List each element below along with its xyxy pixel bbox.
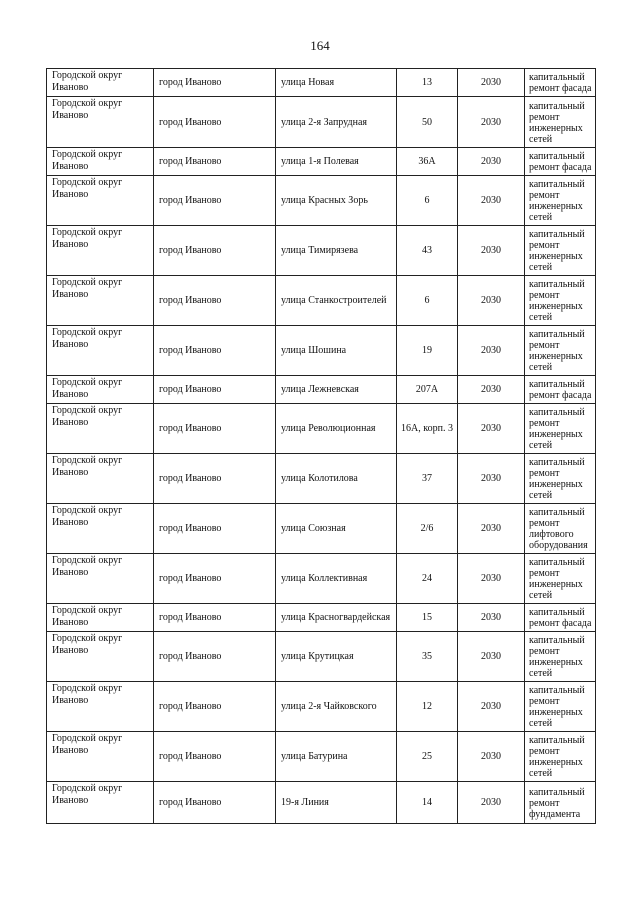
street-cell: улица 2-я Запрудная — [276, 97, 397, 148]
table-row — [47, 404, 596, 454]
house-cell: 6 — [397, 176, 458, 226]
page-number: 164 — [310, 38, 330, 53]
street-cell: улица Крутицкая — [276, 632, 397, 682]
street-cell: улица Революционная — [276, 404, 397, 454]
okrug-cell: Городской округ Иваново — [47, 276, 154, 326]
street-cell: улица Коллективная — [276, 554, 397, 604]
table-row — [47, 604, 596, 632]
city-cell: город Иваново — [154, 554, 276, 604]
year-cell: 2030 — [458, 554, 525, 604]
work-cell: капитальный ремонт инженерных сетей — [525, 554, 596, 604]
okrug-cell: Городской округ Иваново — [47, 69, 154, 97]
street-cell: 19-я Линия — [276, 782, 397, 824]
city-cell: город Иваново — [154, 632, 276, 682]
table-row — [47, 97, 596, 148]
year-cell: 2030 — [458, 148, 525, 176]
table-row — [47, 376, 596, 404]
house-cell: 6 — [397, 276, 458, 326]
work-cell: капитальный ремонт фасада — [525, 604, 596, 632]
city-cell: город Иваново — [154, 97, 276, 148]
table-row — [47, 148, 596, 176]
house-cell: 207А — [397, 376, 458, 404]
street-cell: улица Станкостроителей — [276, 276, 397, 326]
work-cell: капитальный ремонт инженерных сетей — [525, 326, 596, 376]
year-cell: 2030 — [458, 376, 525, 404]
year-cell: 2030 — [458, 97, 525, 148]
work-cell: капитальный ремонт фасада — [525, 376, 596, 404]
house-cell: 25 — [397, 732, 458, 782]
house-cell: 16А, корп. 3 — [397, 404, 458, 454]
year-cell: 2030 — [458, 504, 525, 554]
year-cell: 2030 — [458, 732, 525, 782]
table-row — [47, 454, 596, 504]
okrug-cell: Городской округ Иваново — [47, 226, 154, 276]
registry-table — [46, 68, 596, 824]
street-cell: улица 2-я Чайковского — [276, 682, 397, 732]
house-cell: 13 — [397, 69, 458, 97]
city-cell: город Иваново — [154, 782, 276, 824]
city-cell: город Иваново — [154, 226, 276, 276]
work-cell: капитальный ремонт фасада — [525, 148, 596, 176]
year-cell: 2030 — [458, 69, 525, 97]
table-row — [47, 69, 596, 97]
table-row — [47, 504, 596, 554]
house-cell: 19 — [397, 326, 458, 376]
city-cell: город Иваново — [154, 69, 276, 97]
house-cell: 2/6 — [397, 504, 458, 554]
city-cell: город Иваново — [154, 682, 276, 732]
year-cell: 2030 — [458, 276, 525, 326]
okrug-cell: Городской округ Иваново — [47, 782, 154, 824]
table-row — [47, 632, 596, 682]
table-row — [47, 226, 596, 276]
year-cell: 2030 — [458, 176, 525, 226]
city-cell: город Иваново — [154, 454, 276, 504]
year-cell: 2030 — [458, 454, 525, 504]
table-row — [47, 732, 596, 782]
street-cell: улица Лежневская — [276, 376, 397, 404]
work-cell: капитальный ремонт инженерных сетей — [525, 454, 596, 504]
okrug-cell: Городской округ Иваново — [47, 682, 154, 732]
table-row — [47, 554, 596, 604]
work-cell: капитальный ремонт инженерных сетей — [525, 404, 596, 454]
year-cell: 2030 — [458, 604, 525, 632]
work-cell: капитальный ремонт инженерных сетей — [525, 632, 596, 682]
table-row — [47, 326, 596, 376]
okrug-cell: Городской округ Иваново — [47, 732, 154, 782]
work-cell: капитальный ремонт инженерных сетей — [525, 682, 596, 732]
city-cell: город Иваново — [154, 504, 276, 554]
city-cell: город Иваново — [154, 604, 276, 632]
street-cell: улица Красногвардейская — [276, 604, 397, 632]
street-cell: улица Новая — [276, 69, 397, 97]
city-cell: город Иваново — [154, 376, 276, 404]
house-cell: 43 — [397, 226, 458, 276]
city-cell: город Иваново — [154, 326, 276, 376]
year-cell: 2030 — [458, 404, 525, 454]
okrug-cell: Городской округ Иваново — [47, 376, 154, 404]
work-cell: капитальный ремонт инженерных сетей — [525, 732, 596, 782]
city-cell: город Иваново — [154, 148, 276, 176]
house-cell: 36А — [397, 148, 458, 176]
house-cell: 15 — [397, 604, 458, 632]
work-cell: капитальный ремонт фундамента — [525, 782, 596, 824]
okrug-cell: Городской округ Иваново — [47, 554, 154, 604]
work-cell: капитальный ремонт лифтового оборудования — [525, 504, 596, 554]
table-row — [47, 276, 596, 326]
street-cell: улица Шошина — [276, 326, 397, 376]
table-row — [47, 682, 596, 732]
okrug-cell: Городской округ Иваново — [47, 148, 154, 176]
city-cell: город Иваново — [154, 276, 276, 326]
table-row — [47, 176, 596, 226]
street-cell: улица Тимирязева — [276, 226, 397, 276]
work-cell: капитальный ремонт фасада — [525, 69, 596, 97]
okrug-cell: Городской округ Иваново — [47, 404, 154, 454]
city-cell: город Иваново — [154, 176, 276, 226]
house-cell: 37 — [397, 454, 458, 504]
work-cell: капитальный ремонт инженерных сетей — [525, 176, 596, 226]
year-cell: 2030 — [458, 326, 525, 376]
okrug-cell: Городской округ Иваново — [47, 454, 154, 504]
okrug-cell: Городской округ Иваново — [47, 176, 154, 226]
okrug-cell: Городской округ Иваново — [47, 632, 154, 682]
work-cell: капитальный ремонт инженерных сетей — [525, 226, 596, 276]
table-row — [47, 782, 596, 824]
okrug-cell: Городской округ Иваново — [47, 604, 154, 632]
house-cell: 50 — [397, 97, 458, 148]
city-cell: город Иваново — [154, 404, 276, 454]
house-cell: 12 — [397, 682, 458, 732]
year-cell: 2030 — [458, 782, 525, 824]
work-cell: капитальный ремонт инженерных сетей — [525, 276, 596, 326]
work-cell: капитальный ремонт инженерных сетей — [525, 97, 596, 148]
house-cell: 14 — [397, 782, 458, 824]
okrug-cell: Городской округ Иваново — [47, 504, 154, 554]
year-cell: 2030 — [458, 226, 525, 276]
year-cell: 2030 — [458, 632, 525, 682]
house-cell: 24 — [397, 554, 458, 604]
okrug-cell: Городской округ Иваново — [47, 97, 154, 148]
street-cell: улица Красных Зорь — [276, 176, 397, 226]
house-cell: 35 — [397, 632, 458, 682]
city-cell: город Иваново — [154, 732, 276, 782]
year-cell: 2030 — [458, 682, 525, 732]
street-cell: улица 1-я Полевая — [276, 148, 397, 176]
okrug-cell: Городской округ Иваново — [47, 326, 154, 376]
street-cell: улица Союзная — [276, 504, 397, 554]
street-cell: улица Колотилова — [276, 454, 397, 504]
street-cell: улица Батурина — [276, 732, 397, 782]
